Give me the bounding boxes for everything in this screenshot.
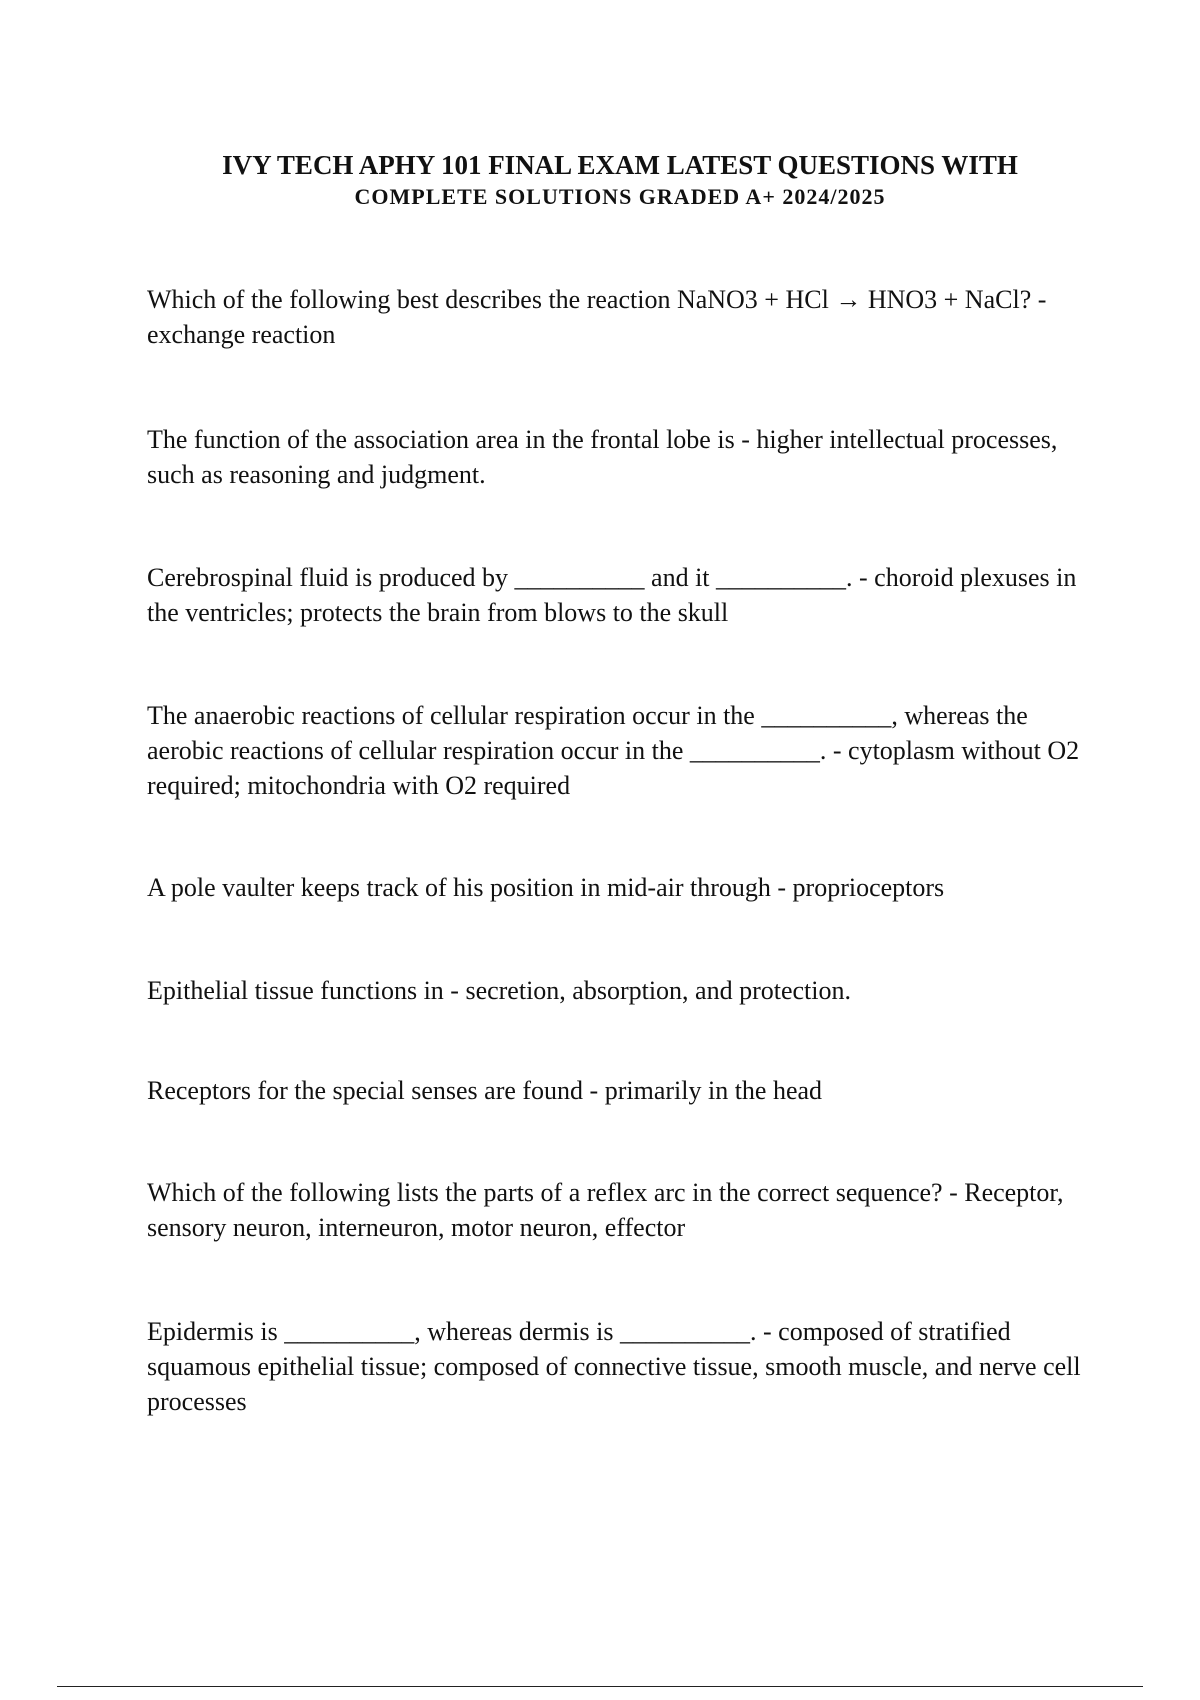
qa-item-4: The anaerobic reactions of cellular respiration occur in the __________, whereas the aerobic reactions of cellular respiration occur in the __________. - cytoplasm without O2 required; mitochondria with O2 required [147, 701, 1080, 800]
qa-item-6: Epithelial tissue functions in - secretion, absorption, and protection. [147, 976, 852, 1005]
qa-item-9: Epidermis is __________, whereas dermis is __________. - composed of stratified squamous epithelial tissue; composed of connective tissue, smooth muscle, and nerve cell processes [147, 1317, 1081, 1416]
qa-item-5: A pole vaulter keeps track of his position in mid-air through - proprioceptors [147, 873, 945, 902]
qa-item-1: Which of the following best describes the reaction NaNO3 + HCl → HNO3 + NaCl? - exchange reaction [147, 285, 1047, 349]
title-line-1: IVY TECH APHY 101 FINAL EXAM LATEST QUESTIONS WITH [222, 150, 1018, 180]
document-title [0, 148, 1200, 212]
qa-item-2: The function of the association area in the frontal lobe is - higher intellectual processes, such as reasoning and judgment. [147, 425, 1058, 489]
qa-item-3: Cerebrospinal fluid is produced by __________ and it __________. - choroid plexuses in the ventricles; protects the brain from blows to the skull [147, 563, 1077, 627]
title-line-2: COMPLETE SOLUTIONS GRADED A+ 2024/2025 [354, 184, 886, 209]
footer-rule [57, 1686, 1143, 1687]
qa-item-8: Which of the following lists the parts of a reflex arc in the correct sequence? - Receptor, sensory neuron, interneuron, motor neuron, effector [147, 1178, 1064, 1242]
qa-item-7: Receptors for the special senses are found - primarily in the head [147, 1076, 823, 1105]
